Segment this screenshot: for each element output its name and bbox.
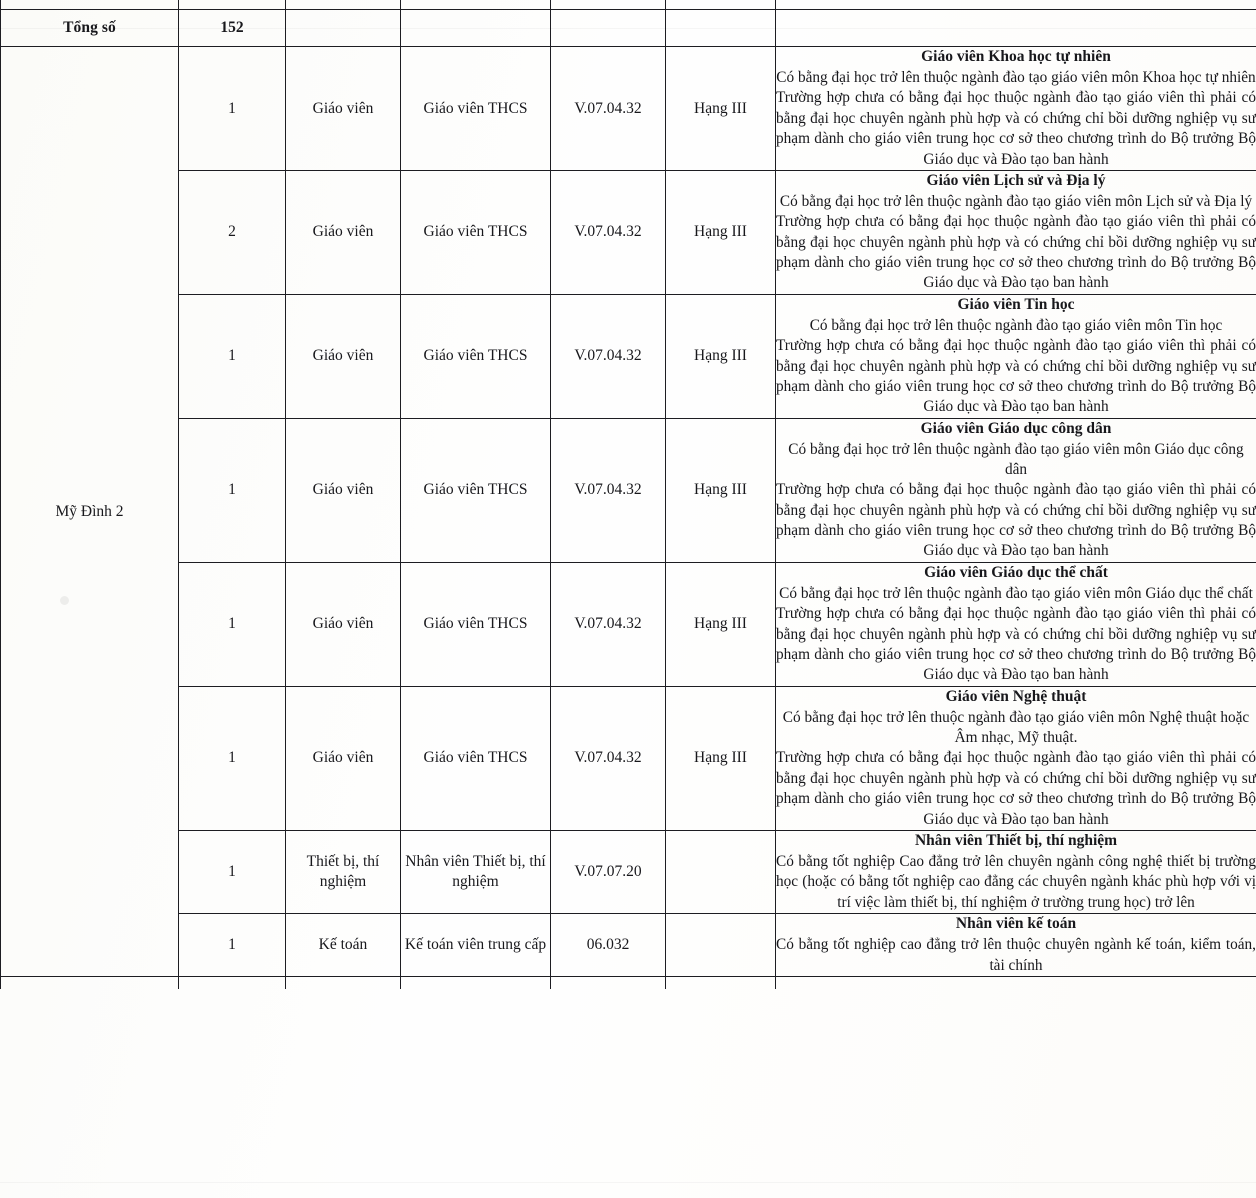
total-rank [666, 10, 776, 47]
requirement-degree-line: Có bằng đại học trở lên thuộc ngành đào tạo giáo viên môn Khoa học tự nhiên [776, 69, 1256, 87]
row-code: 06.032 [551, 914, 666, 977]
scan-streak [0, 1182, 1256, 1183]
table-body [1, 0, 1256, 989]
row-title: Nhân viên Thiết bị, thí nghiệm [401, 830, 551, 913]
requirement-title: Nhân viên kế toán [955, 915, 1077, 933]
row-rank [666, 830, 776, 913]
row-quantity: 2 [179, 170, 286, 294]
total-label: Tổng số [1, 10, 179, 47]
table-row-clipped-bottom [1, 976, 1256, 989]
requirement-degree-line: Có bằng đại học trở lên thuộc ngành đào tạo giáo viên môn Lịch sử và Địa lý [779, 193, 1253, 210]
row-title: Giáo viên THCS [401, 686, 551, 830]
row-title: Giáo viên THCS [401, 47, 551, 171]
requirement-degree-line: Có bằng đại học trở lên thuộc ngành đào tạo giáo viên môn Nghệ thuật hoặc Âm nhạc, Mỹ thuật. [782, 708, 1250, 747]
requirement-title: Nhân viên Thiết bị, thí nghiệm [914, 831, 1118, 849]
clipped-cell-position [286, 976, 401, 989]
row-requirement [776, 562, 1256, 686]
row-position: Giáo viên [286, 418, 401, 562]
row-position: Thiết bị, thí nghiệm [286, 830, 401, 913]
row-title: Giáo viên THCS [401, 562, 551, 686]
requirement-title: Giáo viên Khoa học tự nhiên [921, 48, 1111, 65]
unit-name-cell: Mỹ Đình 2 [1, 47, 179, 977]
requirement-title: Giáo viên Lịch sử và Địa lý [926, 171, 1106, 189]
row-title: Giáo viên THCS [401, 170, 551, 294]
row-rank: Hạng III [666, 170, 776, 294]
total-requirement [776, 10, 1256, 47]
row-quantity: 1 [179, 47, 286, 171]
clipped-cell-requirement [776, 0, 1256, 10]
row-rank: Hạng III [666, 47, 776, 171]
row-requirement [776, 47, 1256, 171]
clipped-cell-rank [666, 0, 776, 10]
requirement-clause: Trường hợp chưa có bằng đại học thuộc ngành đào tạo giáo viên thì phải có bằng đại học chuyên ngành phù hợp và có chứng chỉ bồi dưỡng nghiệp vụ sư phạm dành cho giáo viên trung học cơ sở theo chương trình do Bộ trưởng Bộ Giáo dục và Đào tạo ban hành [776, 749, 1256, 828]
table-row [1, 914, 1256, 977]
requirement-title: Giáo viên Tin học [957, 295, 1075, 313]
clipped-cell-unit [1, 0, 179, 10]
row-code: V.07.04.32 [551, 418, 666, 562]
table-row-total [1, 10, 1256, 47]
requirement-clause: Trường hợp chưa có bằng đại học thuộc ngành đào tạo giáo viên thì phải có bằng đại học chuyên ngành phù hợp và có chứng chỉ bồi dưỡng nghiệp vụ sư phạm dành cho giáo viên trung học cơ sở theo chương trình do Bộ trưởng Bộ Giáo dục và Đào tạo ban hành [776, 213, 1256, 292]
row-code: V.07.04.32 [551, 562, 666, 686]
row-quantity: 1 [179, 686, 286, 830]
row-rank: Hạng III [666, 418, 776, 562]
clipped-cell-position [286, 0, 401, 10]
requirement-clause: Trường hợp chưa có bằng đại học thuộc ngành đào tạo giáo viên thì phải có bằng đại học chuyên ngành phù hợp và có chứng chỉ bồi dưỡng nghiệp vụ sư phạm dành cho giáo viên trung học cơ sở theo chương trình do Bộ trưởng Bộ Giáo dục và Đào tạo ban hành [776, 481, 1256, 560]
clipped-cell-rank [666, 976, 776, 989]
row-requirement [776, 418, 1256, 562]
requirement-clause: Trường hợp chưa có bằng đại học thuộc ngành đào tạo giáo viên thì phải có bằng đại học chuyên ngành phù hợp và có chứng chỉ bồi dưỡng nghiệp vụ sư phạm dành cho giáo viên trung học cơ sở theo chương trình do Bộ trưởng Bộ Giáo dục và Đào tạo ban hành [776, 89, 1256, 168]
total-code [551, 10, 666, 47]
row-rank: Hạng III [666, 686, 776, 830]
row-requirement [776, 170, 1256, 294]
row-position: Giáo viên [286, 294, 401, 418]
requirement-degree-line: Có bằng đại học trở lên thuộc ngành đào tạo giáo viên môn Giáo dục thể chất [779, 584, 1253, 602]
table-row [1, 47, 1256, 171]
clipped-cell-title [401, 976, 551, 989]
table-row-clipped-top [1, 0, 1256, 10]
clipped-cell-unit [1, 976, 179, 989]
requirement-title: Giáo viên Giáo dục công dân [920, 419, 1112, 437]
row-quantity: 1 [179, 830, 286, 913]
requirement-title: Giáo viên Giáo dục thể chất [924, 563, 1108, 581]
requirement-degree-line: Có bằng đại học trở lên thuộc ngành đào tạo giáo viên môn Tin học [809, 316, 1223, 334]
row-quantity: 1 [179, 914, 286, 977]
row-rank [666, 914, 776, 977]
row-quantity: 1 [179, 294, 286, 418]
row-quantity: 1 [179, 418, 286, 562]
row-code: V.07.04.32 [551, 686, 666, 830]
requirement-clause: Trường hợp chưa có bằng đại học thuộc ngành đào tạo giáo viên thì phải có bằng đại học chuyên ngành phù hợp và có chứng chỉ bồi dưỡng nghiệp vụ sư phạm dành cho giáo viên trung học cơ sở theo chương trình do Bộ trưởng Bộ Giáo dục và Đào tạo ban hành [776, 337, 1256, 416]
total-position [286, 10, 401, 47]
table-row [1, 294, 1256, 418]
row-rank: Hạng III [666, 562, 776, 686]
clipped-cell-code [551, 976, 666, 989]
row-code: V.07.04.32 [551, 170, 666, 294]
row-quantity: 1 [179, 562, 286, 686]
clipped-cell-requirement [776, 976, 1256, 989]
table-row [1, 830, 1256, 913]
row-position: Giáo viên [286, 170, 401, 294]
row-requirement [776, 294, 1256, 418]
row-position: Giáo viên [286, 562, 401, 686]
requirement-clause: Có bằng tốt nghiệp Cao đẳng trở lên chuyên ngành công nghệ thiết bị trường học (hoặc có bằng tốt nghiệp cao đẳng các chuyên ngành khác phù hợp với vị trí việc làm thiết bị, thí nghiệm ở trường trung học) trở lên [776, 852, 1256, 911]
total-title [401, 10, 551, 47]
table-row [1, 170, 1256, 294]
total-quantity: 152 [179, 10, 286, 47]
row-position: Kế toán [286, 914, 401, 977]
requirement-degree-line: Có bằng đại học trở lên thuộc ngành đào tạo giáo viên môn Giáo dục công dân [788, 440, 1244, 479]
row-title: Giáo viên THCS [401, 418, 551, 562]
row-code: V.07.04.32 [551, 47, 666, 171]
row-position: Giáo viên [286, 686, 401, 830]
row-requirement [776, 686, 1256, 830]
clipped-cell-title [401, 0, 551, 10]
table-row [1, 418, 1256, 562]
requirement-clause: Có bằng tốt nghiệp cao đẳng trở lên thuộc chuyên ngành kế toán, kiểm toán, tài chính [776, 936, 1256, 974]
row-title: Kế toán viên trung cấp [401, 914, 551, 977]
requirement-clause: Trường hợp chưa có bằng đại học thuộc ngành đào tạo giáo viên thì phải có bằng đại học chuyên ngành phù hợp và có chứng chỉ bồi dưỡng nghiệp vụ sư phạm dành cho giáo viên trung học cơ sở theo chương trình do Bộ trưởng Bộ Giáo dục và Đào tạo ban hành [776, 605, 1256, 684]
row-position: Giáo viên [286, 47, 401, 171]
row-code: V.07.04.32 [551, 294, 666, 418]
row-rank: Hạng III [666, 294, 776, 418]
clipped-cell-code [551, 0, 666, 10]
clipped-cell-quantity [179, 976, 286, 989]
table-row [1, 686, 1256, 830]
table-row [1, 562, 1256, 686]
row-code: V.07.07.20 [551, 830, 666, 913]
clipped-cell-quantity [179, 0, 286, 10]
row-title: Giáo viên THCS [401, 294, 551, 418]
row-requirement [776, 830, 1256, 913]
row-requirement [776, 914, 1256, 977]
requirement-title: Giáo viên Nghệ thuật [945, 687, 1087, 705]
